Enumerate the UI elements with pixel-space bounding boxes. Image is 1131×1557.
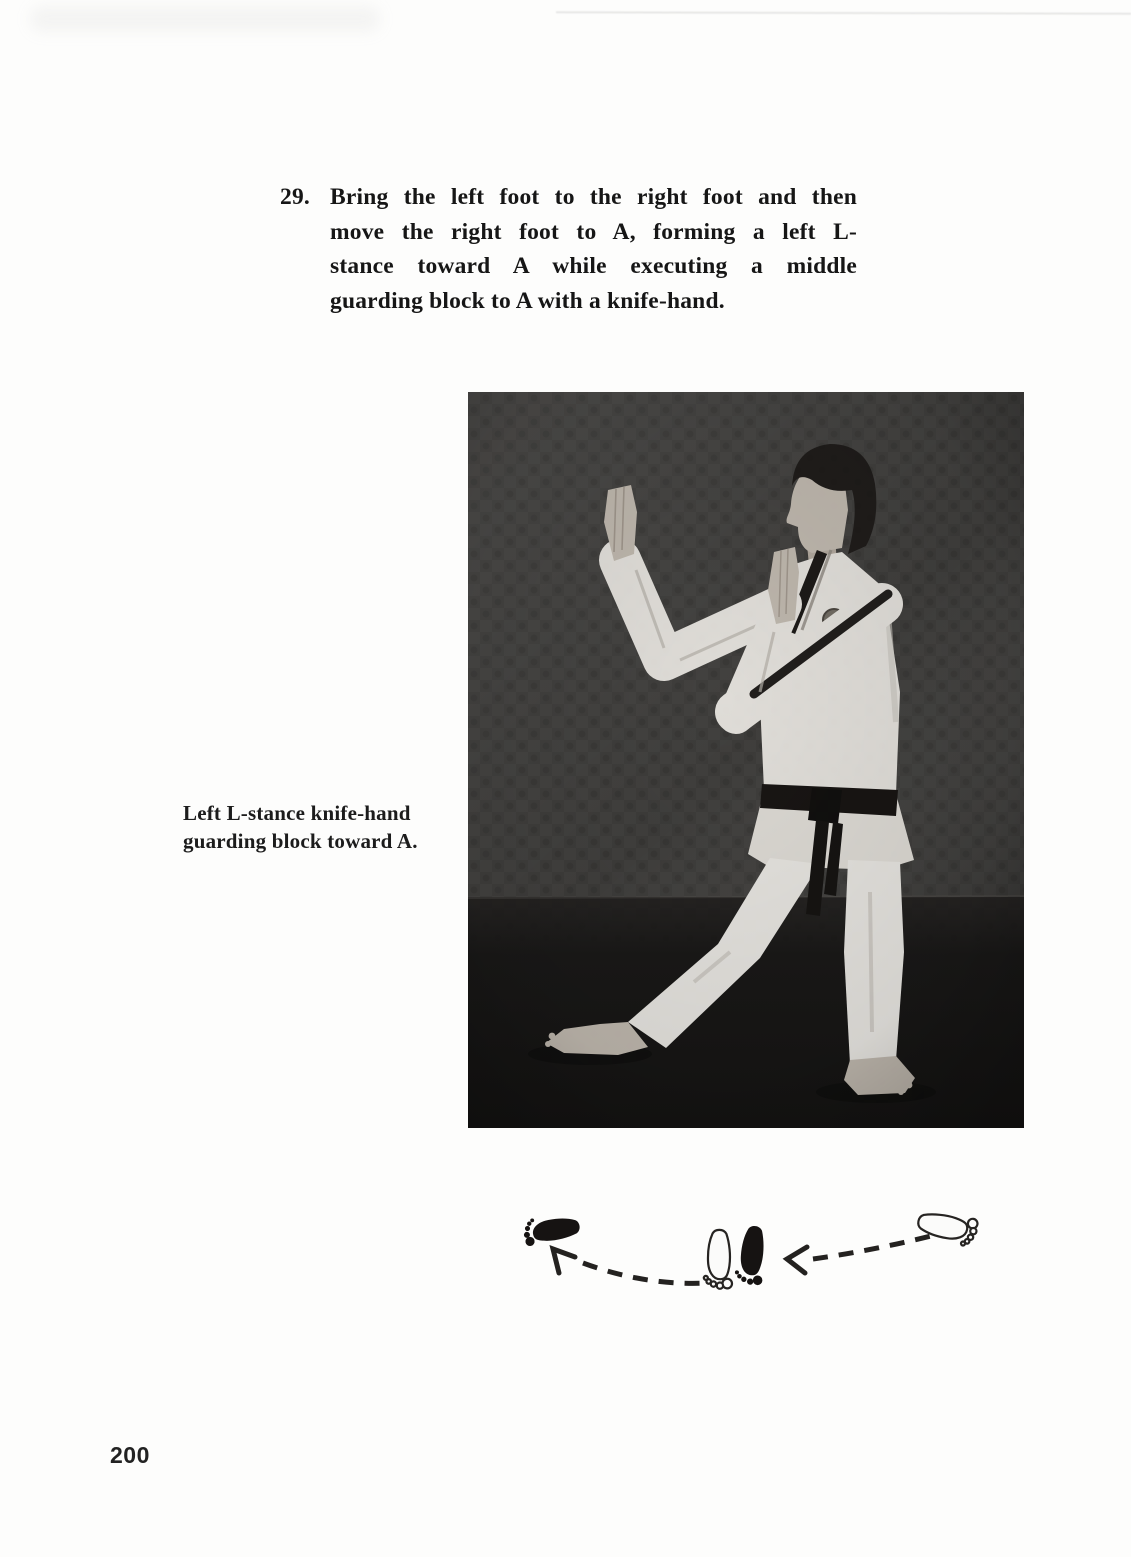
instruction-paragraph bbox=[280, 180, 857, 318]
instruction-line: guarding block to A with a knife-hand. bbox=[330, 287, 725, 314]
dashed-path-right-to-center bbox=[813, 1233, 943, 1259]
footwork-diagram bbox=[495, 1197, 1015, 1307]
footprint-start-outline bbox=[916, 1210, 979, 1247]
dashed-path-center-to-A bbox=[583, 1263, 707, 1283]
caption-line: guarding block toward A. bbox=[183, 828, 418, 853]
scan-hairline bbox=[556, 11, 1131, 15]
arrowhead-toward-A bbox=[553, 1249, 575, 1273]
footprint-center-solid bbox=[734, 1225, 766, 1286]
footwork-diagram-svg bbox=[495, 1197, 1015, 1307]
instruction-number: 29. bbox=[280, 184, 310, 210]
page-number: 200 bbox=[110, 1442, 150, 1468]
scan-smudge bbox=[30, 6, 380, 32]
footprint-center-outline bbox=[702, 1229, 732, 1289]
arrowhead-toward-center bbox=[787, 1247, 807, 1273]
caption-line: Left L-stance knife-hand bbox=[183, 801, 411, 825]
photo-illustration bbox=[468, 392, 1024, 1128]
instruction-line: Bring the left foot to the right foot and then bbox=[330, 184, 857, 210]
instruction-line: move the right foot to A, forming a left L- bbox=[330, 218, 857, 245]
instruction-line: stance toward A while executing a middle bbox=[330, 253, 857, 279]
footprint-destination-solid bbox=[521, 1210, 581, 1247]
photo-caption bbox=[183, 800, 453, 855]
photo-vignette bbox=[468, 392, 1024, 1128]
martial-artist-photo bbox=[468, 392, 1024, 1128]
